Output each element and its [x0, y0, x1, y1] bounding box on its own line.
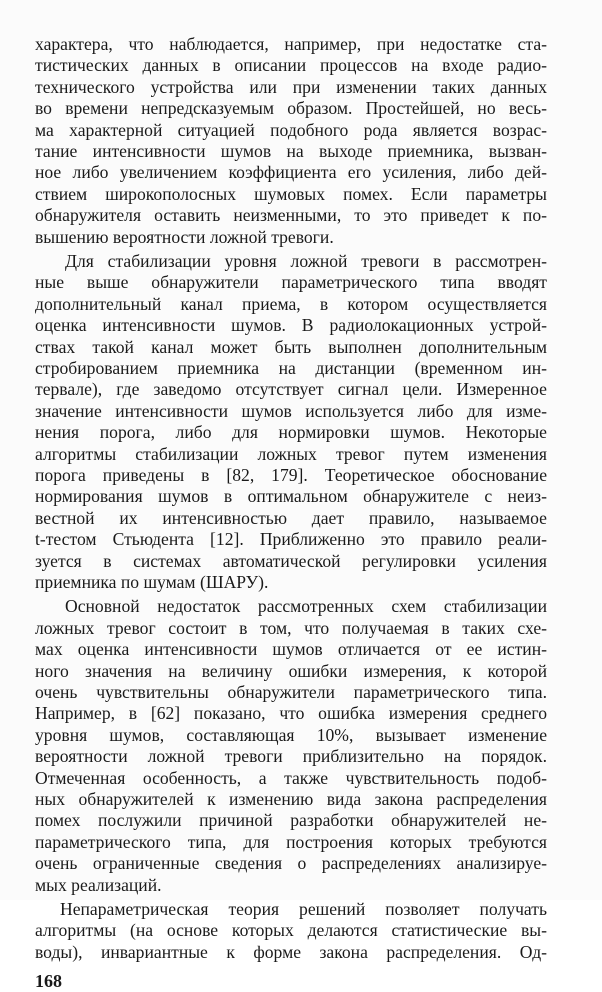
page-number: 168: [35, 971, 62, 992]
text-line: нения порога, либо для нормировки шумов. Некоторые: [35, 422, 547, 443]
text-line: тание интенсивности шумов на выходе приемника, вызван-: [35, 141, 547, 161]
text-line: характера, что наблюдается, например, при недостатке ста-: [35, 34, 547, 54]
text-line: уровня шумов, составляющая 10%, вызывает изменение: [35, 724, 547, 745]
text-line: ного значения на величину ошибки измерения, к которой: [35, 660, 547, 681]
text-line: тистических данных в описании процессов на входе радио-: [35, 55, 547, 76]
text-line: мах оценка интенсивности шумов отличается от ее истин-: [35, 639, 547, 660]
text-line: Например, в [62] показано, что ошибка измерения среднего: [35, 703, 547, 724]
text-line: ное либо увеличением коэффициента его усиления, либо дей-: [35, 162, 547, 183]
text-line: Отмеченная особенность, а также чувствительность подоб-: [35, 767, 547, 788]
text-line: вышению вероятности ложной тревоги.: [35, 226, 334, 247]
paragraph-first-line: Для стабилизации уровня ложной тревоги в рассмотрен-: [65, 251, 547, 271]
paragraph-first-line: Основной недостаток рассмотренных схем стабилизации: [65, 596, 547, 617]
paragraph-first-line: Непараметрическая теория решений позволяет получать: [60, 899, 547, 919]
text-line: мых реализаций.: [35, 874, 162, 895]
text-line: ных обнаружителей к изменению вида закона распределения: [35, 789, 547, 809]
text-line: параметрического типа, для построения которых требуются: [35, 831, 547, 852]
text-line: нормирования шумов в оптимальном обнаружителе с неиз-: [35, 486, 547, 507]
text-line: t-тестом Стьюдента [12]. Приближенно это правило реали-: [35, 529, 547, 550]
text-line: порога приведены в [82, 179]. Теоретическое обоснование: [35, 465, 547, 485]
text-line: алгоритмы стабилизации ложных тревог путем изменения: [35, 443, 547, 464]
text-line: ные выше обнаружители параметрического типа вводят: [35, 272, 547, 293]
text-line: ложных тревог состоит в том, что получаемая в таких схе-: [35, 617, 547, 638]
text-line: вестной их интенсивностью дает правило, называемое: [35, 507, 547, 528]
text-line: вероятности ложной тревоги приблизительно на порядок.: [35, 746, 547, 767]
text-line: помех послужили причиной разработки обнаружителей не-: [35, 810, 547, 831]
text-line: обнаружителя оставить неизменными, то это приведет к по-: [35, 205, 547, 226]
text-line: ствием широкополосных шумовых помех. Если параметры: [35, 183, 547, 204]
text-line: ма характерной ситуацией подобного рода является возрас-: [35, 119, 547, 140]
text-line: значение интенсивности шумов используется либо для изме-: [35, 400, 547, 421]
text-line: зуется в системах автоматической регулировки усиления: [35, 550, 547, 571]
text-line: воды), инвариантные к форме закона распределения. Од-: [35, 941, 547, 962]
text-line: дополнительный канал приема, в котором осуществляется: [35, 293, 547, 314]
text-line: оценка интенсивности шумов. В радиолокационных устрой-: [35, 315, 547, 336]
text-line: во времени непредсказуемым образом. Простейшей, но весь-: [35, 98, 547, 119]
text-line: очень ограниченные сведения о распределениях анализируе-: [35, 853, 547, 874]
text-line: стробированием приемника на дистанции (временном ин-: [35, 358, 547, 378]
text-line: приемника по шумам (ШАРУ).: [35, 572, 269, 592]
text-line: очень чувствительны обнаружители параметрического типа.: [35, 682, 547, 702]
text-line: алгоритмы (на основе которых делаются статистические вы-: [35, 920, 547, 941]
text-line: тервале), где заведомо отсутствует сигнал цели. Измеренное: [35, 379, 547, 400]
text-line: технического устройства или при изменении таких данных: [35, 76, 547, 97]
text-line: ствах такой канал может быть выполнен дополнительным: [35, 336, 547, 357]
